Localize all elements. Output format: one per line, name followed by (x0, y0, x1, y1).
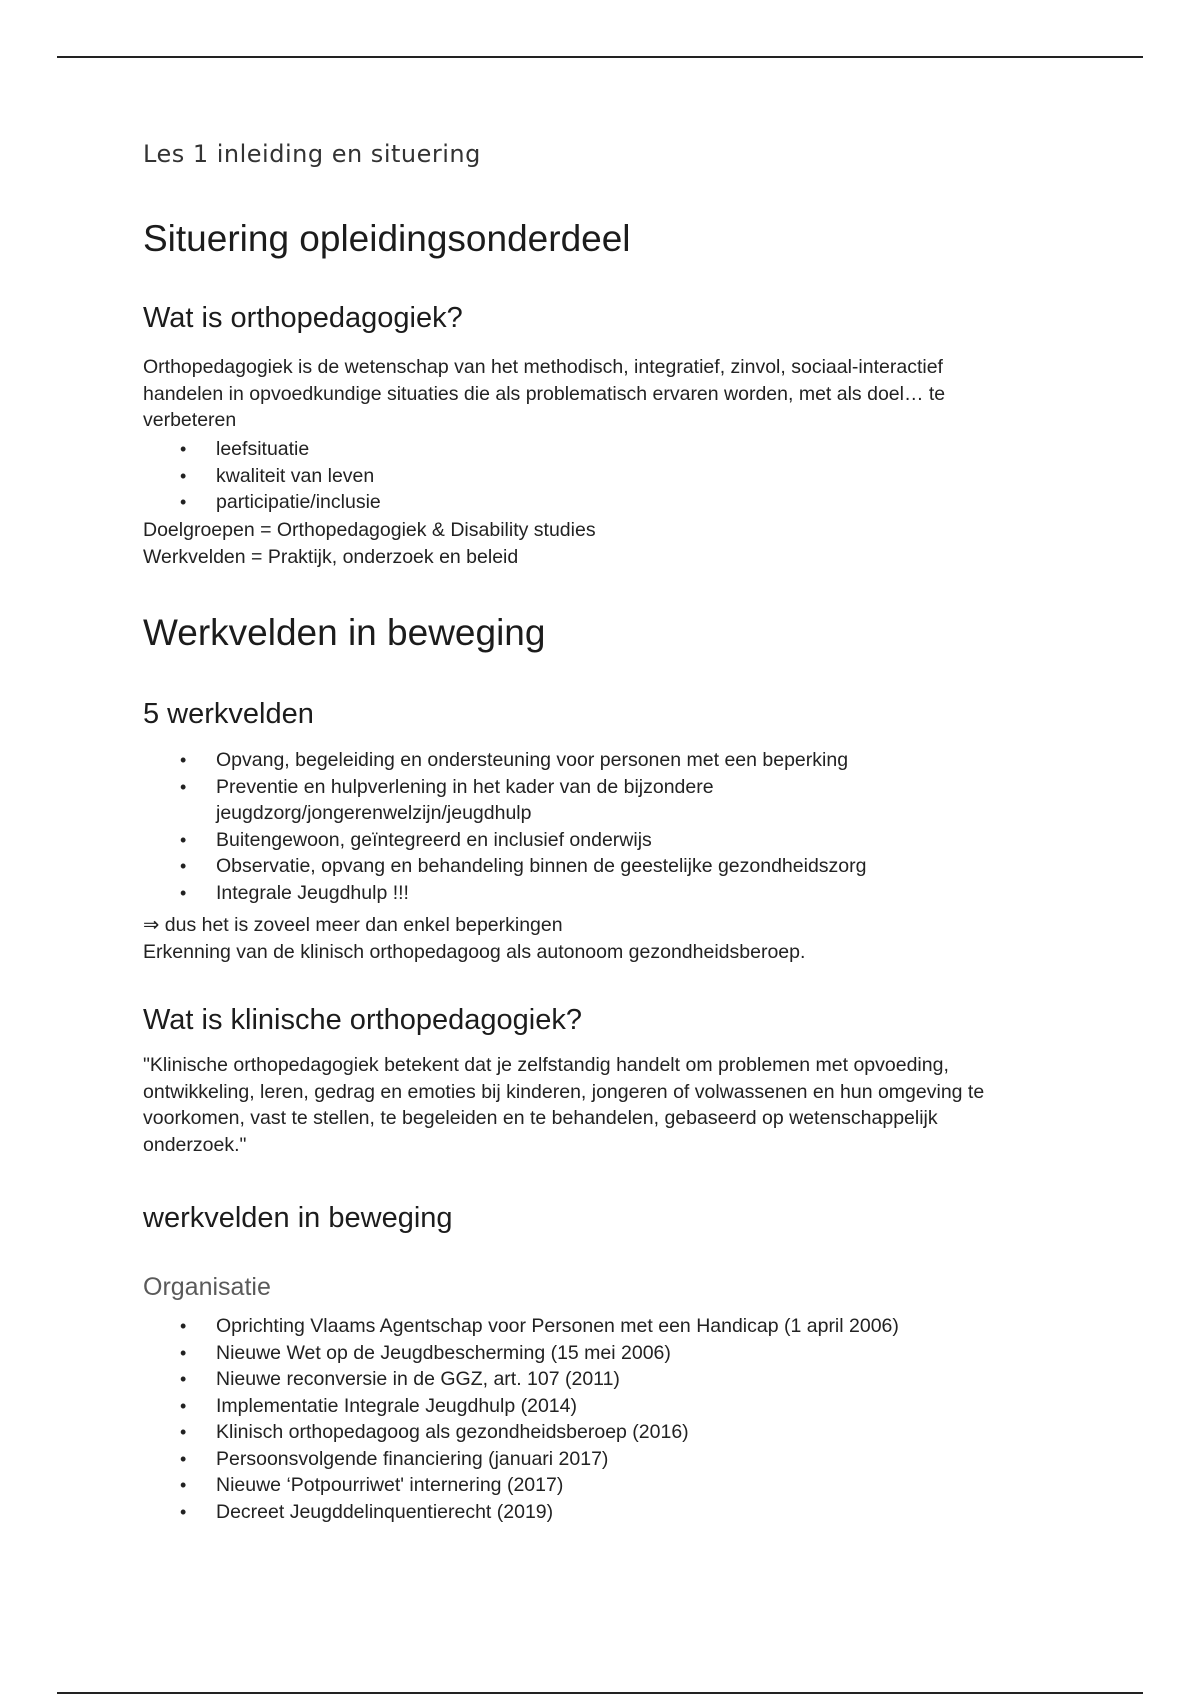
list-item: • Klinisch orthopedagoog als gezondheidsberoep (2016) (143, 1419, 899, 1446)
target-groups-paragraph (143, 517, 596, 570)
heading-organisatie: Organisatie (143, 1273, 271, 1301)
list-item-continuation: jeugdzorg/jongerenwelzijn/jeugdhulp (216, 802, 532, 824)
definition-line: handelen in opvoedkundige situaties die als problematisch ervaren worden, met als doel… te (143, 382, 946, 405)
bullet-icon: • (180, 439, 187, 459)
list-item: • Buitengewoon, geïntegreerd en inclusief onderwijs (143, 827, 866, 854)
organisatie-list (143, 1313, 899, 1525)
heading-werkvelden-in-beweging: Werkvelden in beweging (143, 612, 546, 653)
list-item: • Observatie, opvang en behandeling binnen de geestelijke gezondheidszorg (143, 853, 866, 880)
bullet-icon: • (180, 1422, 187, 1442)
quote-line: ontwikkeling, leren, gedrag en emoties bij kinderen, jongeren of volwassenen en hun omgeving te (143, 1080, 985, 1103)
heading-5-werkvelden: 5 werkvelden (143, 698, 314, 730)
bullet-icon: • (180, 829, 187, 850)
werkvelden-line: Werkvelden = Praktijk, onderzoek en beleid (143, 545, 519, 568)
werkvelden-conclusion (143, 912, 805, 965)
definition-line: verbeteren (143, 409, 237, 431)
quote-line: "Klinische orthopedagogiek betekent dat je zelfstandig handelt om problemen met opvoeding, (143, 1054, 949, 1076)
heading-klinische-orthopedagogiek: Wat is klinische orthopedagogiek? (143, 1004, 583, 1036)
list-item: • Nieuwe Wet op de Jeugdbescherming (15 mei 2006) (143, 1340, 899, 1367)
klinische-quote (143, 1052, 984, 1158)
list-item: • Integrale Jeugdhulp !!! (143, 880, 866, 907)
list-item: • Preventie en hulpverlening in het kader van de bijzondere (143, 774, 866, 801)
list-item: • Nieuwe ‘Potpourriwet' internering (2017) (143, 1472, 899, 1499)
bullet-icon: • (180, 1501, 187, 1522)
list-item: • kwaliteit van leven (143, 463, 381, 490)
werkvelden-list (143, 747, 866, 906)
list-item: • Implementatie Integrale Jeugdhulp (2014) (143, 1393, 899, 1420)
list-item: • participatie/inclusie (143, 489, 381, 516)
heading-situering: Situering opleidingsonderdeel (143, 218, 631, 259)
bullet-icon: • (180, 1395, 187, 1416)
definition-paragraph (143, 354, 945, 434)
definition-line: Orthopedagogiek is de wetenschap van het methodisch, integratief, zinvol, sociaal-interactief (143, 356, 943, 378)
top-rule (57, 56, 1143, 58)
quote-line: voorkomen, vast te stellen, te begeleiden en te behandelen, gebaseerd op wetenschappelijk (143, 1107, 938, 1129)
bullet-icon: • (180, 882, 187, 903)
bullet-icon: • (180, 1316, 187, 1336)
bullet-icon: • (180, 776, 187, 797)
list-item: • Persoonsvolgende financiering (januari 2017) (143, 1446, 899, 1473)
heading-werkvelden-in-beweging-2: werkvelden in beweging (143, 1202, 453, 1234)
bullet-icon: • (180, 750, 187, 770)
document-title: Les 1 inleiding en situering (143, 140, 481, 168)
bullet-icon: • (180, 1448, 187, 1469)
doelgroepen-line: Doelgroepen = Orthopedagogiek & Disability studies (143, 519, 596, 541)
heading-wat-is-orthopedagogiek: Wat is orthopedagogiek? (143, 302, 463, 334)
bullet-icon: • (180, 856, 187, 876)
list-item: • Opvang, begeleiding en ondersteuning voor personen met een beperking (143, 747, 866, 774)
list-item: • Nieuwe reconversie in de GGZ, art. 107 (2011) (143, 1366, 899, 1393)
bottom-rule (57, 1692, 1143, 1694)
bullet-icon: • (180, 1369, 187, 1389)
quote-line: onderzoek." (143, 1133, 247, 1156)
goals-list (143, 436, 381, 516)
list-item: • Oprichting Vlaams Agentschap voor Personen met een Handicap (1 april 2006) (143, 1313, 899, 1340)
conclusion-line: ⇒ dus het is zoveel meer dan enkel beperkingen (143, 914, 563, 936)
bullet-icon: • (180, 492, 187, 512)
recognition-line: Erkenning van de klinisch orthopedagoog als autonoom gezondheidsberoep. (143, 940, 806, 963)
bullet-icon: • (180, 1342, 187, 1363)
bullet-icon: • (180, 465, 187, 486)
bullet-icon: • (180, 1475, 187, 1495)
list-item: • Decreet Jeugddelinquentierecht (2019) (143, 1499, 899, 1526)
list-item: • leefsituatie (143, 436, 381, 463)
